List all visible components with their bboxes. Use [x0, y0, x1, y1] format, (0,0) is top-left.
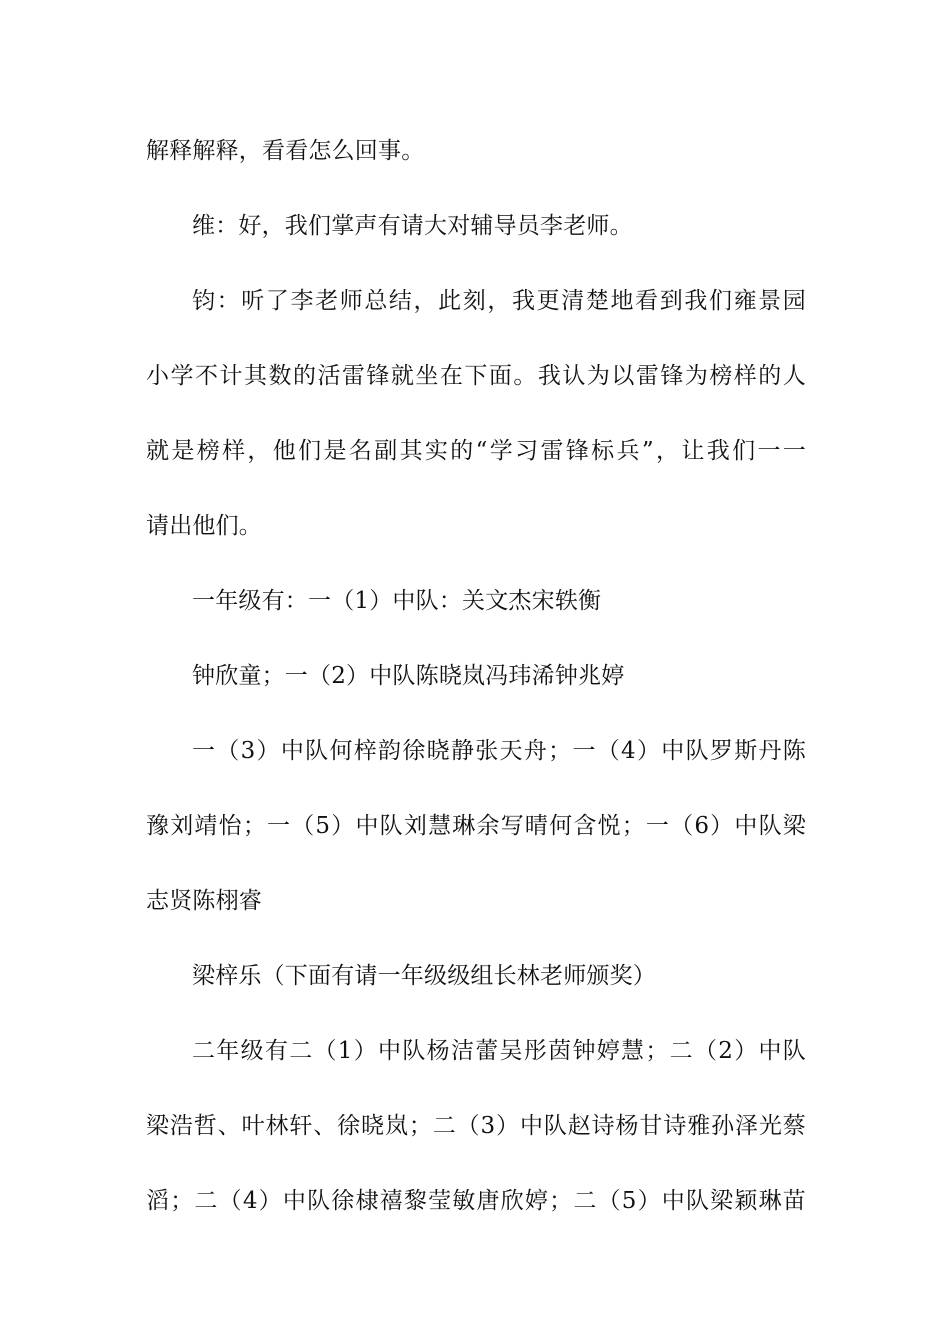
text-line: 小学不计其数的活雷锋就坐在下面。我认为以雷锋为榜样的人: [146, 363, 806, 389]
text-line: 钧：听了李老师总结，此刻，我更清楚地看到我们雍景园: [192, 288, 806, 314]
text-line: 维：好，我们掌声有请大对辅导员李老师。: [192, 213, 633, 239]
text-line: 钟欣童；一（2）中队陈晓岚冯玮浠钟兆婷: [192, 663, 625, 689]
text-line: 二年级有二（1）中队杨洁蕾吴彤茵钟婷慧；二（2）中队: [192, 1038, 806, 1064]
text-line: 一年级有：一（1）中队：关文杰宋轶衡: [192, 588, 602, 614]
text-line: 梁梓乐（下面有请一年级级组长林老师颁奖）: [192, 963, 656, 989]
text-line: 滔；二（4）中队徐棣禧黎莹敏唐欣婷；二（5）中队梁颖琳苗: [146, 1188, 806, 1214]
text-line: 梁浩哲、叶林轩、徐晓岚；二（3）中队赵诗杨甘诗雅孙泽光蔡: [146, 1113, 806, 1139]
text-line: 志贤陈栩睿: [146, 888, 262, 914]
text-line: 请出他们。: [146, 513, 262, 539]
text-line: 解释解释，看看怎么回事。: [146, 138, 425, 164]
text-line: 就是榜样，他们是名副其实的“学习雷锋标兵”，让我们一一: [146, 438, 806, 464]
text-line: 一（3）中队何梓韵徐晓静张天舟；一（4）中队罗斯丹陈: [192, 738, 806, 764]
text-line: 豫刘靖怡；一（5）中队刘慧琳余写晴何含悦；一（6）中队梁: [146, 813, 806, 839]
